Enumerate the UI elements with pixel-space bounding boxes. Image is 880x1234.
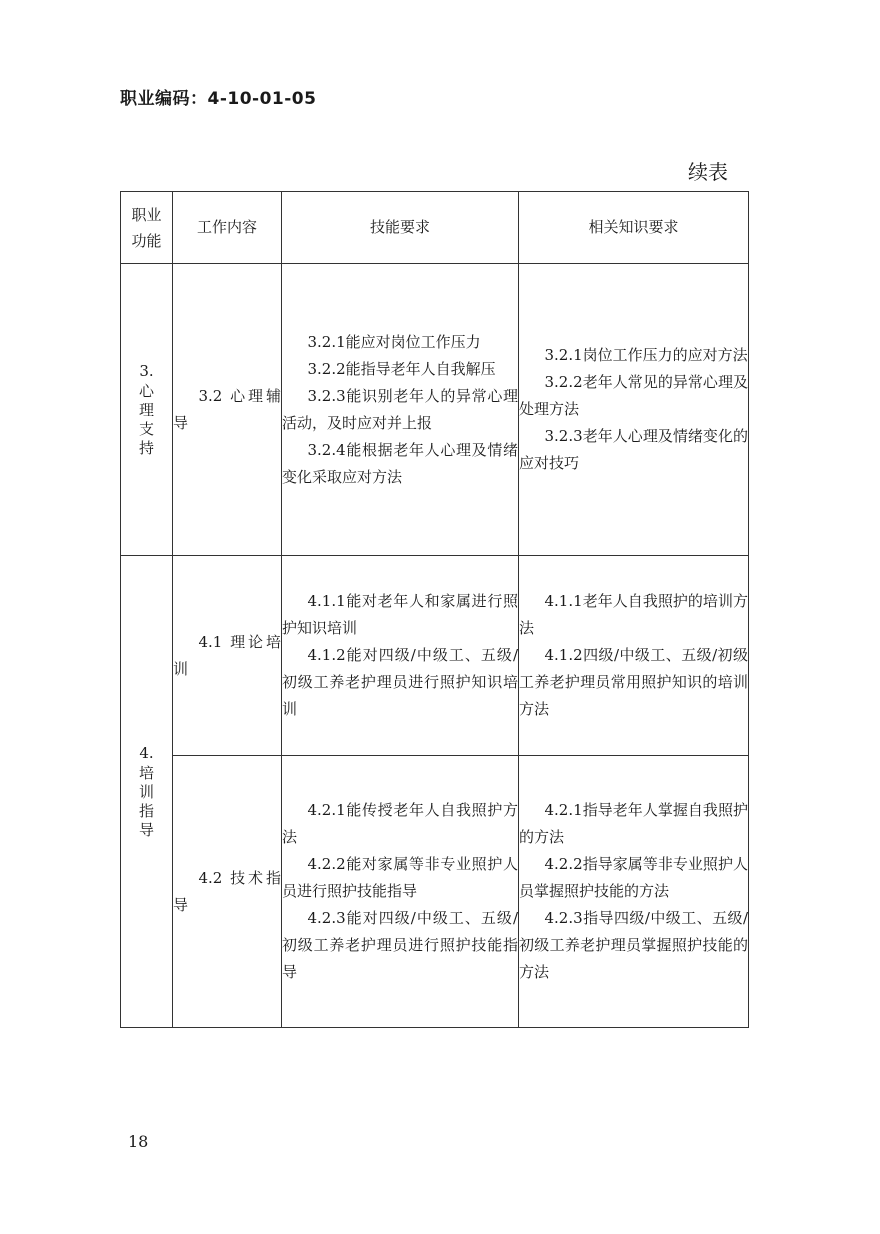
function-name: 培训指导 xyxy=(138,764,154,839)
function-name: 心理支持 xyxy=(138,382,154,457)
skill-item: 4.1.2能对四级/中级工、五级/初级工养老护理员进行照护知识培训 xyxy=(282,646,518,718)
header-work-content: 工作内容 xyxy=(173,192,282,264)
work-content-text: 4.1 理论培训 xyxy=(173,632,281,678)
work-content-cell xyxy=(173,756,282,1028)
occupation-code: 职业编码：4-10-01-05 xyxy=(120,89,317,109)
knowledge-item: 3.2.3老年人心理及情绪变化的应对技巧 xyxy=(519,427,748,472)
table-header-row xyxy=(121,192,749,264)
knowledge-cell xyxy=(519,756,749,1028)
knowledge-item: 4.2.2指导家属等非专业照护人员掌握照护技能的方法 xyxy=(519,855,748,900)
table-row xyxy=(121,556,749,756)
skill-item: 4.2.2能对家属等非专业照护人员进行照护技能指导 xyxy=(282,855,518,900)
skills-cell xyxy=(282,556,519,756)
knowledge-item: 3.2.2老年人常见的异常心理及处理方法 xyxy=(519,373,748,418)
table-row xyxy=(121,264,749,556)
continued-table-label: 续表 xyxy=(688,160,728,184)
skills-cell xyxy=(282,756,519,1028)
skills-cell xyxy=(282,264,519,556)
skill-item: 3.2.2能指导老年人自我解压 xyxy=(307,359,496,378)
function-number: 4. xyxy=(139,744,154,762)
work-content-cell xyxy=(173,264,282,556)
function-number: 3. xyxy=(139,362,154,380)
knowledge-item: 4.2.3指导四级/中级工、五级/初级工养老护理员掌握照护技能的方法 xyxy=(519,909,748,981)
work-content-text: 4.2 技术指导 xyxy=(173,868,281,914)
skill-item: 3.2.3能识别老年人的异常心理活动，及时应对并上报 xyxy=(282,386,518,432)
skill-item: 4.2.3能对四级/中级工、五级/初级工养老护理员进行照护技能指导 xyxy=(282,909,518,981)
knowledge-item: 3.2.1岗位工作压力的应对方法 xyxy=(544,346,748,364)
work-content-cell xyxy=(173,556,282,756)
table-row xyxy=(121,756,749,1028)
header-knowledge-requirements: 相关知识要求 xyxy=(519,192,749,264)
skill-item: 4.2.1能传授老年人自我照护方法 xyxy=(282,801,518,846)
knowledge-cell xyxy=(519,556,749,756)
skill-requirements-table xyxy=(120,191,749,1028)
knowledge-item: 4.2.1指导老年人掌握自我照护的方法 xyxy=(519,801,748,846)
knowledge-cell xyxy=(519,264,749,556)
function-cell xyxy=(121,264,173,556)
skill-item: 3.2.4能根据老年人心理及情绪变化采取应对方法 xyxy=(282,440,518,486)
skill-item: 3.2.1能应对岗位工作压力 xyxy=(307,332,481,351)
skill-item: 4.1.1能对老年人和家属进行照护知识培训 xyxy=(282,592,518,637)
function-cell xyxy=(121,556,173,1028)
page-number: 18 xyxy=(128,1132,149,1151)
header-function: 职业功能 xyxy=(121,192,173,264)
header-skill-requirements: 技能要求 xyxy=(282,192,519,264)
knowledge-item: 4.1.2四级/中级工、五级/初级工养老护理员常用照护知识的培训方法 xyxy=(519,646,748,718)
work-content-text: 3.2 心理辅导 xyxy=(173,386,281,432)
knowledge-item: 4.1.1老年人自我照护的培训方法 xyxy=(519,592,748,637)
